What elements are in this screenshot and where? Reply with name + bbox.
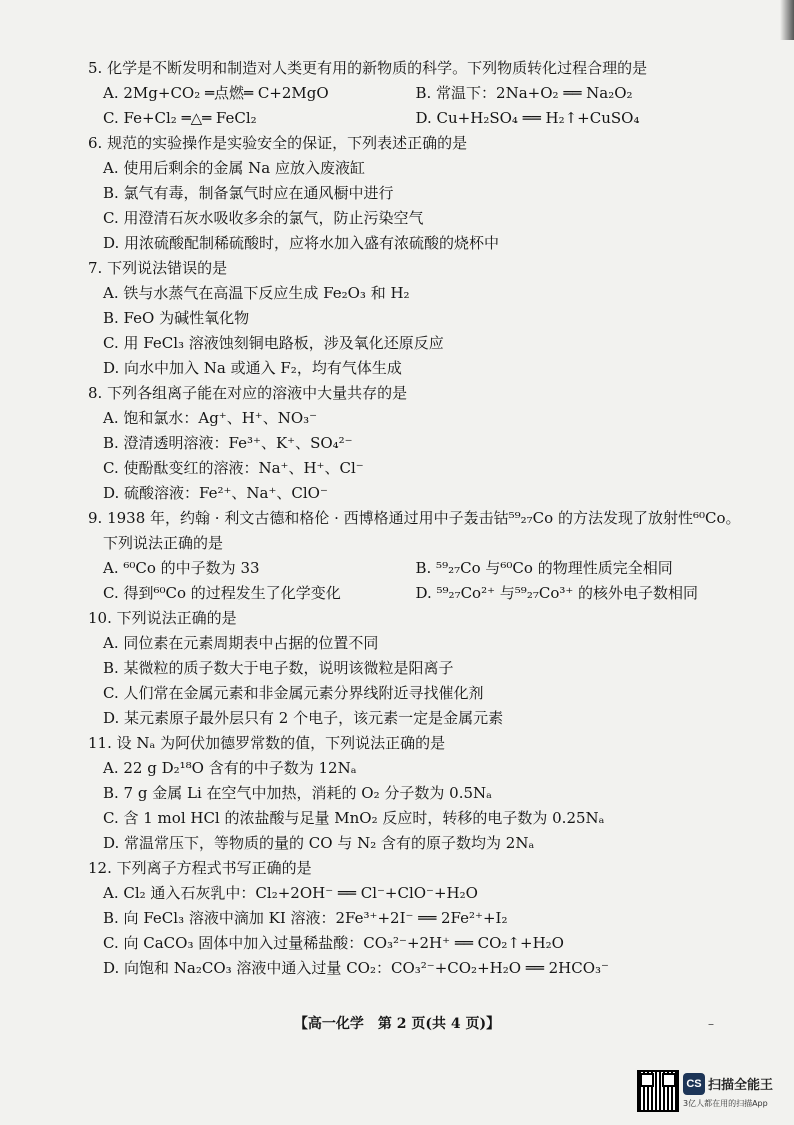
question-10-option-a: A. 同位素在元素周期表中占据的位置不同	[103, 634, 379, 652]
question-5-option-b: B. 常温下：2Na+O₂ ══ Na₂O₂	[415, 84, 633, 102]
qr-code-icon	[637, 1070, 679, 1112]
question-9-options-row-2	[103, 581, 728, 606]
question-9-options-row-1	[103, 556, 728, 581]
question-12-option-d: D. 向饱和 Na₂CO₃ 溶液中通入过量 CO₂：CO₃²⁻+CO₂+H₂O ══ 2HCO₃⁻	[103, 959, 609, 977]
question-9-option-a: A. ⁶⁰Co 的中子数为 33	[103, 559, 260, 577]
question-5-option-a: A. 2Mg+CO₂ ═点燃═ C+2MgO	[103, 84, 329, 102]
question-10-option-c: C. 人们常在金属元素和非金属元素分界线附近寻找催化剂	[103, 684, 484, 702]
question-6-option-b: B. 氯气有毒，制备氯气时应在通风橱中进行	[103, 184, 394, 202]
question-7-stem: 7. 下列说法错误的是	[88, 259, 228, 277]
question-10-stem: 10. 下列说法正确的是	[88, 609, 237, 627]
question-11-option-c: C. 含 1 mol HCl 的浓盐酸与足量 MnO₂ 反应时，转移的电子数为 0.25Nₐ	[103, 809, 605, 827]
question-11-option-d: D. 常温常压下，等物质的量的 CO 与 N₂ 含有的原子数均为 2Nₐ	[103, 834, 535, 852]
watermark-tagline: 3亿人都在用的扫描App	[683, 1099, 768, 1108]
question-12-option-b: B. 向 FeCl₃ 溶液中滴加 KI 溶液：2Fe³⁺+2I⁻ ══ 2Fe²⁺+I₂	[103, 909, 508, 927]
watermark-brand: 扫描全能王	[708, 1078, 774, 1093]
page-footer: 【高一化学 第 2 页(共 4 页)】	[293, 1016, 501, 1032]
question-5-stem: 5. 化学是不断发明和制造对人类更有用的新物质的科学。下列物质转化过程合理的是	[88, 59, 648, 77]
question-7-option-c: C. 用 FeCl₃ 溶液蚀刻铜电路板，涉及氧化还原反应	[103, 334, 444, 352]
question-9-option-d: D. ⁵⁹₂₇Co²⁺ 与⁵⁹₂₇Co³⁺ 的核外电子数相同	[415, 584, 699, 602]
question-6-option-c: C. 用澄清石灰水吸收多余的氯气，防止污染空气	[103, 209, 424, 227]
question-7-option-b: B. FeO 为碱性氧化物	[103, 309, 250, 327]
question-9-stem: 9. 1938 年，约翰 · 利文古德和格伦 · 西博格通过用中子轰击钴⁵⁹₂₇Co 的方法发现了放射性⁶⁰Co。	[88, 509, 741, 527]
question-5-options-row-1	[103, 81, 728, 106]
question-12-option-a: A. Cl₂ 通入石灰乳中：Cl₂+2OH⁻ ══ Cl⁻+ClO⁻+H₂O	[103, 884, 478, 902]
question-8-option-b: B. 澄清透明溶液：Fe³⁺、K⁺、SO₄²⁻	[103, 434, 353, 452]
question-12-option-c: C. 向 CaCO₃ 固体中加入过量稀盐酸：CO₃²⁻+2H⁺ ══ CO₂↑+H₂O	[103, 934, 564, 952]
question-10-option-b: B. 某微粒的质子数大于电子数，说明该微粒是阳离子	[103, 659, 454, 677]
question-6-stem: 6. 规范的实验操作是实验安全的保证，下列表述正确的是	[88, 134, 468, 152]
question-11-option-a: A. 22 g D₂¹⁸O 含有的中子数为 12Nₐ	[103, 759, 357, 777]
footer-dash: –	[708, 1017, 714, 1031]
question-8-option-c: C. 使酚酞变红的溶液：Na⁺、H⁺、Cl⁻	[103, 459, 364, 477]
question-5-options-row-2	[103, 106, 728, 131]
question-7-option-a: A. 铁与水蒸气在高温下反应生成 Fe₂O₃ 和 H₂	[103, 284, 410, 302]
question-8-option-d: D. 硫酸溶液：Fe²⁺、Na⁺、ClO⁻	[103, 484, 328, 502]
question-8-option-a: A. 饱和氯水：Ag⁺、H⁺、NO₃⁻	[103, 409, 318, 427]
question-6-option-a: A. 使用后剩余的金属 Na 应放入废液缸	[103, 159, 365, 177]
question-list	[88, 56, 741, 981]
question-6-option-d: D. 用浓硫酸配制稀硫酸时，应将水加入盛有浓硫酸的烧杯中	[103, 234, 500, 252]
scan-edge-shadow	[780, 0, 794, 40]
question-10-option-d: D. 某元素原子最外层只有 2 个电子，该元素一定是金属元素	[103, 709, 504, 727]
question-9-stem-continued: 下列说法正确的是	[103, 534, 224, 552]
question-7-option-d: D. 向水中加入 Na 或通入 F₂，均有气体生成	[103, 359, 402, 377]
question-11-stem: 11. 设 Nₐ 为阿伏加德罗常数的值，下列说法正确的是	[88, 734, 446, 752]
question-9-option-c: C. 得到⁶⁰Co 的过程发生了化学变化	[103, 584, 341, 602]
question-9-option-b: B. ⁵⁹₂₇Co 与⁶⁰Co 的物理性质完全相同	[415, 559, 673, 577]
question-12-stem: 12. 下列离子方程式书写正确的是	[88, 859, 312, 877]
question-11-option-b: B. 7 g 金属 Li 在空气中加热，消耗的 O₂ 分子数为 0.5Nₐ	[103, 784, 492, 802]
question-8-stem: 8. 下列各组离子能在对应的溶液中大量共存的是	[88, 384, 408, 402]
question-5-option-d: D. Cu+H₂SO₄ ══ H₂↑+CuSO₄	[415, 109, 640, 127]
camscanner-logo: CS	[683, 1073, 705, 1095]
question-5-option-c: C. Fe+Cl₂ ═△═ FeCl₂	[103, 109, 257, 127]
